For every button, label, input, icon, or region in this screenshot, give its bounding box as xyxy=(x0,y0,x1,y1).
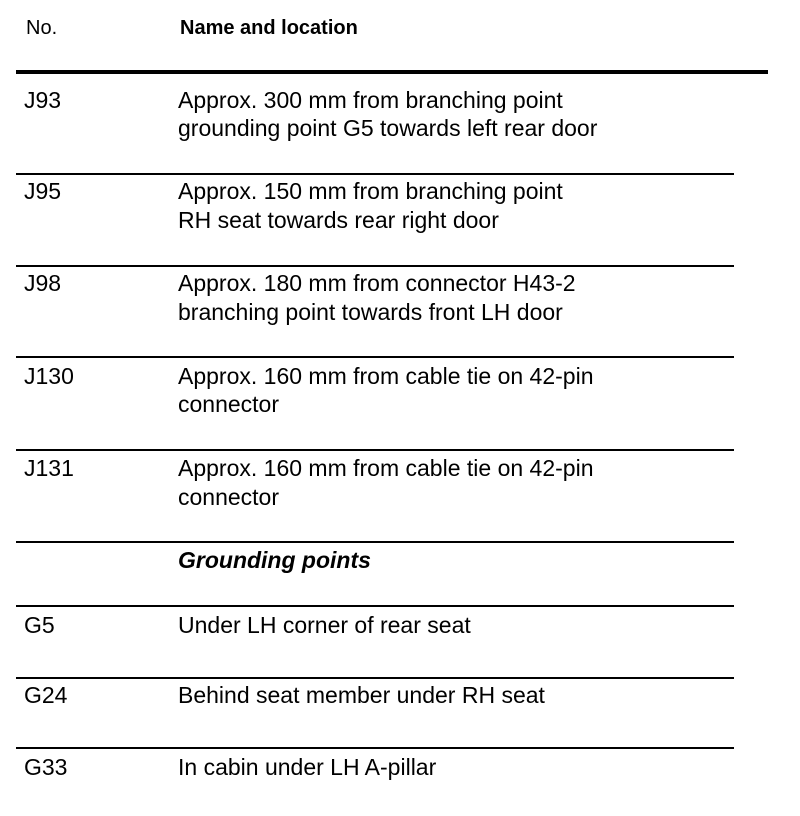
row-divider xyxy=(16,173,734,175)
row-location-line1: Behind seat member under RH seat xyxy=(178,682,545,708)
row-number: J98 xyxy=(24,270,62,296)
row-number: J131 xyxy=(24,455,74,481)
row-location-line2: RH seat towards rear right door xyxy=(178,207,499,233)
section-heading-grounding-points: Grounding points xyxy=(178,547,371,573)
row-number: J93 xyxy=(24,87,62,113)
row-location-line1: In cabin under LH A-pillar xyxy=(178,754,437,780)
row-number: J95 xyxy=(24,178,62,204)
row-location-line1: Approx. 160 mm from cable tie on 42-pin xyxy=(178,455,594,481)
row-divider xyxy=(16,605,734,607)
row-location-line2: grounding point G5 towards left rear door xyxy=(178,115,598,141)
row-number: G33 xyxy=(24,754,68,780)
header-divider xyxy=(16,70,768,74)
row-location-line1: Approx. 150 mm from branching point xyxy=(178,178,563,204)
row-number: J130 xyxy=(24,363,74,389)
row-location-line2: branching point towards front LH door xyxy=(178,299,563,325)
row-location-line1: Under LH corner of rear seat xyxy=(178,612,471,638)
row-number: G5 xyxy=(24,612,55,638)
row-location-line1: Approx. 160 mm from cable tie on 42-pin xyxy=(178,363,594,389)
row-divider xyxy=(16,747,734,749)
row-location-line1: Approx. 180 mm from connector H43-2 xyxy=(178,270,576,296)
row-location-line2: connector xyxy=(178,484,280,510)
row-divider xyxy=(16,265,734,267)
row-divider xyxy=(16,449,734,451)
row-divider xyxy=(16,677,734,679)
column-header-no: No. xyxy=(26,17,58,39)
row-divider xyxy=(16,541,734,543)
row-divider xyxy=(16,356,734,358)
row-location-line2: connector xyxy=(178,391,280,417)
column-header-name-location: Name and location xyxy=(180,17,358,39)
row-number: G24 xyxy=(24,682,68,708)
row-location-line1: Approx. 300 mm from branching point xyxy=(178,87,563,113)
